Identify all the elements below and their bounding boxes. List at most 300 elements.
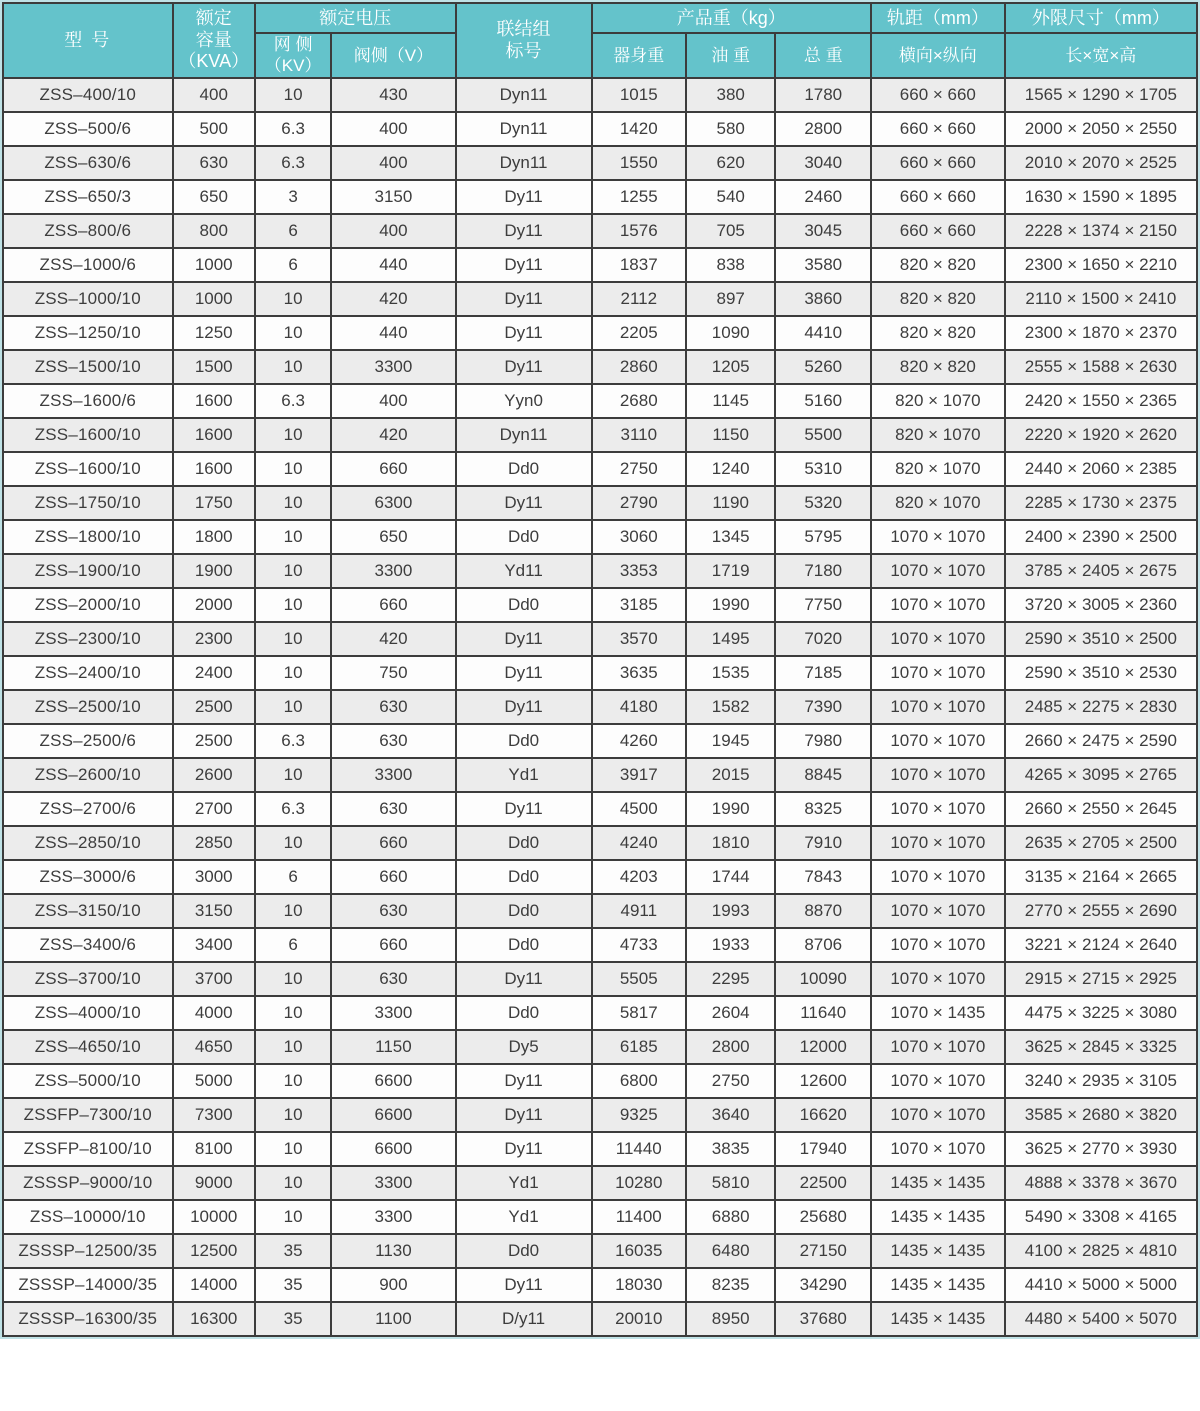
cell-gauge: 820 × 1070 [871,452,1005,486]
cell-model: ZSS–10000/10 [3,1200,173,1234]
cell-body-weight: 5505 [592,962,686,996]
cell-dims: 2555 × 1588 × 2630 [1005,350,1197,384]
cell-dims: 2420 × 1550 × 2365 [1005,384,1197,418]
cell-connection: Dd0 [456,452,592,486]
cell-connection: Dd0 [456,826,592,860]
cell-connection: Dy11 [456,248,592,282]
cell-body-weight: 4240 [592,826,686,860]
cell-total-weight: 7020 [775,622,871,656]
cell-grid-voltage: 10 [255,690,331,724]
cell-dims: 2590 × 3510 × 2530 [1005,656,1197,690]
table-row [3,1200,1197,1234]
cell-connection: Dy11 [456,690,592,724]
cell-gauge: 1070 × 1070 [871,656,1005,690]
col-header-grid-side [255,33,331,78]
cell-gauge: 1070 × 1070 [871,962,1005,996]
cell-connection: Dy11 [456,214,592,248]
cell-grid-voltage: 6.3 [255,384,331,418]
grid-side-line1: 网 侧 [273,35,313,55]
cell-oil-weight: 8235 [686,1268,776,1302]
cell-total-weight: 3580 [775,248,871,282]
cell-total-weight: 7980 [775,724,871,758]
cell-body-weight: 1420 [592,112,686,146]
cell-grid-voltage: 6 [255,248,331,282]
col-header-rated-voltage-group: 额定电压 [255,3,456,33]
cell-valve-voltage: 900 [331,1268,455,1302]
cell-grid-voltage: 35 [255,1302,331,1336]
cell-total-weight: 3860 [775,282,871,316]
cell-oil-weight: 3640 [686,1098,776,1132]
cell-body-weight: 3353 [592,554,686,588]
cell-valve-voltage: 660 [331,860,455,894]
cell-valve-voltage: 420 [331,418,455,452]
cell-model: ZSS–1000/6 [3,248,173,282]
table-row [3,350,1197,384]
cell-body-weight: 5817 [592,996,686,1030]
cell-oil-weight: 580 [686,112,776,146]
cell-total-weight: 2460 [775,180,871,214]
cell-capacity: 8100 [173,1132,255,1166]
cell-valve-voltage: 400 [331,214,455,248]
cell-valve-voltage: 6600 [331,1132,455,1166]
cell-grid-voltage: 10 [255,520,331,554]
cell-valve-voltage: 420 [331,282,455,316]
cell-connection: Dd0 [456,894,592,928]
cell-model: ZSS–1000/10 [3,282,173,316]
cell-grid-voltage: 3 [255,180,331,214]
cell-valve-voltage: 660 [331,928,455,962]
cell-oil-weight: 2800 [686,1030,776,1064]
cell-gauge: 1070 × 1070 [871,588,1005,622]
cell-connection: Dy5 [456,1030,592,1064]
col-header-model: 型 号 [3,3,173,78]
cell-body-weight: 16035 [592,1234,686,1268]
cell-model: ZSS–2700/6 [3,792,173,826]
cell-dims: 2300 × 1870 × 2370 [1005,316,1197,350]
cell-oil-weight: 3835 [686,1132,776,1166]
cell-total-weight: 17940 [775,1132,871,1166]
cell-model: ZSS–2300/10 [3,622,173,656]
cell-total-weight: 37680 [775,1302,871,1336]
cell-connection: Yd1 [456,1166,592,1200]
cell-oil-weight: 1190 [686,486,776,520]
cell-model: ZSS–3400/6 [3,928,173,962]
cell-connection: Dyn11 [456,78,592,112]
cell-valve-voltage: 400 [331,384,455,418]
cell-dims: 3720 × 3005 × 2360 [1005,588,1197,622]
cell-total-weight: 12600 [775,1064,871,1098]
cell-body-weight: 2680 [592,384,686,418]
cell-body-weight: 9325 [592,1098,686,1132]
cell-dims: 4888 × 3378 × 3670 [1005,1166,1197,1200]
cell-grid-voltage: 10 [255,1200,331,1234]
cell-body-weight: 4203 [592,860,686,894]
cell-grid-voltage: 10 [255,1132,331,1166]
cell-body-weight: 1015 [592,78,686,112]
cell-grid-voltage: 35 [255,1268,331,1302]
table-row [3,78,1197,112]
cell-model: ZSS–500/6 [3,112,173,146]
cell-connection: Dy11 [456,1132,592,1166]
cell-capacity: 4650 [173,1030,255,1064]
cell-model: ZSSSP–16300/35 [3,1302,173,1336]
table-row [3,996,1197,1030]
cell-total-weight: 7390 [775,690,871,724]
cell-model: ZSS–2400/10 [3,656,173,690]
cell-body-weight: 3917 [592,758,686,792]
cell-oil-weight: 6480 [686,1234,776,1268]
cell-valve-voltage: 6600 [331,1064,455,1098]
table-row [3,248,1197,282]
cell-dims: 2400 × 2390 × 2500 [1005,520,1197,554]
cell-body-weight: 3570 [592,622,686,656]
cell-body-weight: 3635 [592,656,686,690]
cell-oil-weight: 540 [686,180,776,214]
cell-connection: Dy11 [456,486,592,520]
cell-connection: Yyn0 [456,384,592,418]
cell-dims: 2300 × 1650 × 2210 [1005,248,1197,282]
cell-capacity: 1600 [173,384,255,418]
table-row [3,860,1197,894]
cell-body-weight: 1576 [592,214,686,248]
cell-dims: 2915 × 2715 × 2925 [1005,962,1197,996]
cell-model: ZSS–1600/10 [3,452,173,486]
cell-body-weight: 2860 [592,350,686,384]
cell-capacity: 1000 [173,248,255,282]
cell-valve-voltage: 630 [331,792,455,826]
cell-dims: 2010 × 2070 × 2525 [1005,146,1197,180]
cell-connection: Dy11 [456,1098,592,1132]
cell-grid-voltage: 10 [255,350,331,384]
cell-capacity: 7300 [173,1098,255,1132]
col-header-connection-group [456,3,592,78]
cell-oil-weight: 897 [686,282,776,316]
cell-oil-weight: 380 [686,78,776,112]
cell-connection: Dy11 [456,1268,592,1302]
cell-capacity: 1800 [173,520,255,554]
cell-dims: 3240 × 2935 × 3105 [1005,1064,1197,1098]
cell-connection: Dd0 [456,520,592,554]
cell-oil-weight: 1345 [686,520,776,554]
cell-dims: 2485 × 2275 × 2830 [1005,690,1197,724]
cell-valve-voltage: 3300 [331,1200,455,1234]
cell-total-weight: 22500 [775,1166,871,1200]
cell-dims: 2440 × 2060 × 2385 [1005,452,1197,486]
cell-dims: 2660 × 2550 × 2645 [1005,792,1197,826]
cell-grid-voltage: 6.3 [255,146,331,180]
connection-line1: 联结组 [496,18,551,39]
cell-valve-voltage: 6300 [331,486,455,520]
cell-valve-voltage: 3150 [331,180,455,214]
table-row [3,792,1197,826]
cell-valve-voltage: 400 [331,112,455,146]
cell-body-weight: 4733 [592,928,686,962]
cell-capacity: 400 [173,78,255,112]
capacity-line3: （KVA） [178,51,250,72]
cell-dims: 2110 × 1500 × 2410 [1005,282,1197,316]
cell-model: ZSS–800/6 [3,214,173,248]
cell-body-weight: 1550 [592,146,686,180]
table-row [3,1030,1197,1064]
cell-oil-weight: 1744 [686,860,776,894]
cell-gauge: 820 × 820 [871,248,1005,282]
table-header [3,3,1197,78]
col-header-dimension-sub: 长×宽×高 [1005,33,1197,78]
cell-total-weight: 34290 [775,1268,871,1302]
spec-table-body [3,78,1197,1336]
cell-gauge: 1070 × 1070 [871,860,1005,894]
cell-connection: Dy11 [456,622,592,656]
cell-model: ZSS–4650/10 [3,1030,173,1064]
cell-body-weight: 4911 [592,894,686,928]
cell-gauge: 1435 × 1435 [871,1166,1005,1200]
cell-gauge: 820 × 820 [871,350,1005,384]
col-header-rated-capacity [173,3,255,78]
cell-dims: 3585 × 2680 × 3820 [1005,1098,1197,1132]
cell-connection: Dy11 [456,180,592,214]
cell-grid-voltage: 10 [255,316,331,350]
table-row [3,146,1197,180]
cell-oil-weight: 1810 [686,826,776,860]
cell-dims: 3785 × 2405 × 2675 [1005,554,1197,588]
table-row [3,1302,1197,1336]
cell-capacity: 1600 [173,452,255,486]
cell-dims: 2770 × 2555 × 2690 [1005,894,1197,928]
cell-capacity: 3400 [173,928,255,962]
cell-body-weight: 4180 [592,690,686,724]
cell-capacity: 1250 [173,316,255,350]
cell-model: ZSS–400/10 [3,78,173,112]
cell-capacity: 2600 [173,758,255,792]
col-header-body-weight: 器身重 [592,33,686,78]
cell-capacity: 12500 [173,1234,255,1268]
cell-grid-voltage: 10 [255,1098,331,1132]
cell-connection: Dyn11 [456,112,592,146]
cell-connection: Dd0 [456,996,592,1030]
cell-capacity: 2300 [173,622,255,656]
col-header-dimension-group: 外限尺寸（mm） [1005,3,1197,33]
cell-valve-voltage: 440 [331,316,455,350]
table-row [3,1234,1197,1268]
cell-model: ZSS–4000/10 [3,996,173,1030]
cell-valve-voltage: 630 [331,894,455,928]
cell-model: ZSSSP–14000/35 [3,1268,173,1302]
cell-total-weight: 8870 [775,894,871,928]
cell-valve-voltage: 430 [331,78,455,112]
cell-dims: 2220 × 1920 × 2620 [1005,418,1197,452]
cell-model: ZSSSP–12500/35 [3,1234,173,1268]
cell-gauge: 1435 × 1435 [871,1200,1005,1234]
col-header-gauge-sub: 横向×纵向 [871,33,1005,78]
cell-oil-weight: 1150 [686,418,776,452]
cell-total-weight: 7843 [775,860,871,894]
cell-total-weight: 7750 [775,588,871,622]
cell-valve-voltage: 3300 [331,1166,455,1200]
cell-dims: 3221 × 2124 × 2640 [1005,928,1197,962]
table-row [3,1166,1197,1200]
table-row [3,112,1197,146]
cell-connection: Yd1 [456,758,592,792]
cell-connection: Dy11 [456,656,592,690]
cell-capacity: 1900 [173,554,255,588]
cell-dims: 4475 × 3225 × 3080 [1005,996,1197,1030]
cell-oil-weight: 1945 [686,724,776,758]
cell-model: ZSSSP–9000/10 [3,1166,173,1200]
cell-valve-voltage: 750 [331,656,455,690]
col-header-valve-side: 阀侧（V） [331,33,455,78]
cell-gauge: 1070 × 1070 [871,894,1005,928]
table-row [3,962,1197,996]
cell-capacity: 1000 [173,282,255,316]
cell-connection: Dd0 [456,1234,592,1268]
cell-valve-voltage: 1100 [331,1302,455,1336]
cell-valve-voltage: 630 [331,690,455,724]
cell-total-weight: 16620 [775,1098,871,1132]
cell-dims: 2635 × 2705 × 2500 [1005,826,1197,860]
table-row [3,316,1197,350]
cell-model: ZSS–650/3 [3,180,173,214]
cell-capacity: 800 [173,214,255,248]
cell-capacity: 500 [173,112,255,146]
cell-dims: 5490 × 3308 × 4165 [1005,1200,1197,1234]
cell-capacity: 2000 [173,588,255,622]
cell-dims: 4410 × 5000 × 5000 [1005,1268,1197,1302]
cell-gauge: 1070 × 1070 [871,690,1005,724]
cell-body-weight: 2205 [592,316,686,350]
cell-model: ZSSFP–8100/10 [3,1132,173,1166]
table-row [3,282,1197,316]
cell-valve-voltage: 3300 [331,758,455,792]
cell-dims: 2285 × 1730 × 2375 [1005,486,1197,520]
cell-gauge: 1435 × 1435 [871,1234,1005,1268]
table-row [3,180,1197,214]
cell-capacity: 5000 [173,1064,255,1098]
cell-gauge: 820 × 1070 [871,418,1005,452]
cell-oil-weight: 2015 [686,758,776,792]
cell-oil-weight: 8950 [686,1302,776,1336]
table-row [3,418,1197,452]
cell-gauge: 820 × 1070 [871,384,1005,418]
cell-valve-voltage: 400 [331,146,455,180]
cell-gauge: 1435 × 1435 [871,1268,1005,1302]
cell-body-weight: 2112 [592,282,686,316]
table-row [3,588,1197,622]
table-row [3,214,1197,248]
cell-model: ZSS–2000/10 [3,588,173,622]
cell-oil-weight: 1990 [686,792,776,826]
table-row [3,928,1197,962]
cell-total-weight: 4410 [775,316,871,350]
cell-connection: Dy11 [456,350,592,384]
cell-valve-voltage: 660 [331,588,455,622]
cell-grid-voltage: 6 [255,928,331,962]
table-row [3,826,1197,860]
cell-capacity: 14000 [173,1268,255,1302]
cell-model: ZSSFP–7300/10 [3,1098,173,1132]
cell-total-weight: 2800 [775,112,871,146]
cell-oil-weight: 6880 [686,1200,776,1234]
cell-total-weight: 7185 [775,656,871,690]
col-header-total-weight: 总 重 [775,33,871,78]
cell-oil-weight: 1205 [686,350,776,384]
cell-valve-voltage: 660 [331,826,455,860]
cell-total-weight: 11640 [775,996,871,1030]
cell-body-weight: 6800 [592,1064,686,1098]
cell-total-weight: 8706 [775,928,871,962]
cell-grid-voltage: 6 [255,214,331,248]
table-row [3,1064,1197,1098]
cell-capacity: 16300 [173,1302,255,1336]
cell-connection: Dyn11 [456,418,592,452]
cell-capacity: 1600 [173,418,255,452]
col-header-product-weight-group: 产品重（kg） [592,3,871,33]
cell-gauge: 660 × 660 [871,78,1005,112]
cell-grid-voltage: 10 [255,962,331,996]
cell-capacity: 2700 [173,792,255,826]
cell-body-weight: 3060 [592,520,686,554]
cell-model: ZSS–1250/10 [3,316,173,350]
cell-gauge: 1435 × 1435 [871,1302,1005,1336]
cell-grid-voltage: 10 [255,1166,331,1200]
cell-grid-voltage: 10 [255,996,331,1030]
cell-grid-voltage: 10 [255,758,331,792]
cell-grid-voltage: 6 [255,860,331,894]
cell-valve-voltage: 1130 [331,1234,455,1268]
cell-total-weight: 8325 [775,792,871,826]
cell-body-weight: 2790 [592,486,686,520]
cell-gauge: 1070 × 1070 [871,724,1005,758]
table-row [3,1132,1197,1166]
cell-capacity: 650 [173,180,255,214]
cell-model: ZSS–1500/10 [3,350,173,384]
cell-dims: 4265 × 3095 × 2765 [1005,758,1197,792]
cell-connection: Yd11 [456,554,592,588]
col-header-oil-weight: 油 重 [686,33,776,78]
cell-dims: 4480 × 5400 × 5070 [1005,1302,1197,1336]
cell-oil-weight: 838 [686,248,776,282]
cell-valve-voltage: 6600 [331,1098,455,1132]
cell-grid-voltage: 10 [255,656,331,690]
table-row [3,520,1197,554]
cell-valve-voltage: 1150 [331,1030,455,1064]
cell-body-weight: 3185 [592,588,686,622]
cell-oil-weight: 620 [686,146,776,180]
cell-oil-weight: 1240 [686,452,776,486]
cell-connection: Dd0 [456,928,592,962]
cell-grid-voltage: 6.3 [255,112,331,146]
cell-valve-voltage: 3300 [331,554,455,588]
table-row [3,452,1197,486]
cell-oil-weight: 2295 [686,962,776,996]
cell-capacity: 2500 [173,690,255,724]
cell-gauge: 1070 × 1070 [871,622,1005,656]
cell-grid-voltage: 10 [255,78,331,112]
cell-valve-voltage: 440 [331,248,455,282]
cell-model: ZSS–5000/10 [3,1064,173,1098]
cell-connection: Dy11 [456,316,592,350]
table-row [3,656,1197,690]
cell-oil-weight: 1719 [686,554,776,588]
cell-grid-voltage: 6.3 [255,724,331,758]
cell-capacity: 2500 [173,724,255,758]
cell-body-weight: 1837 [592,248,686,282]
connection-line2: 标号 [505,40,542,61]
transformer-spec-table [2,2,1198,1337]
table-row [3,724,1197,758]
table-row [3,894,1197,928]
cell-connection: Dd0 [456,724,592,758]
cell-model: ZSS–1600/6 [3,384,173,418]
